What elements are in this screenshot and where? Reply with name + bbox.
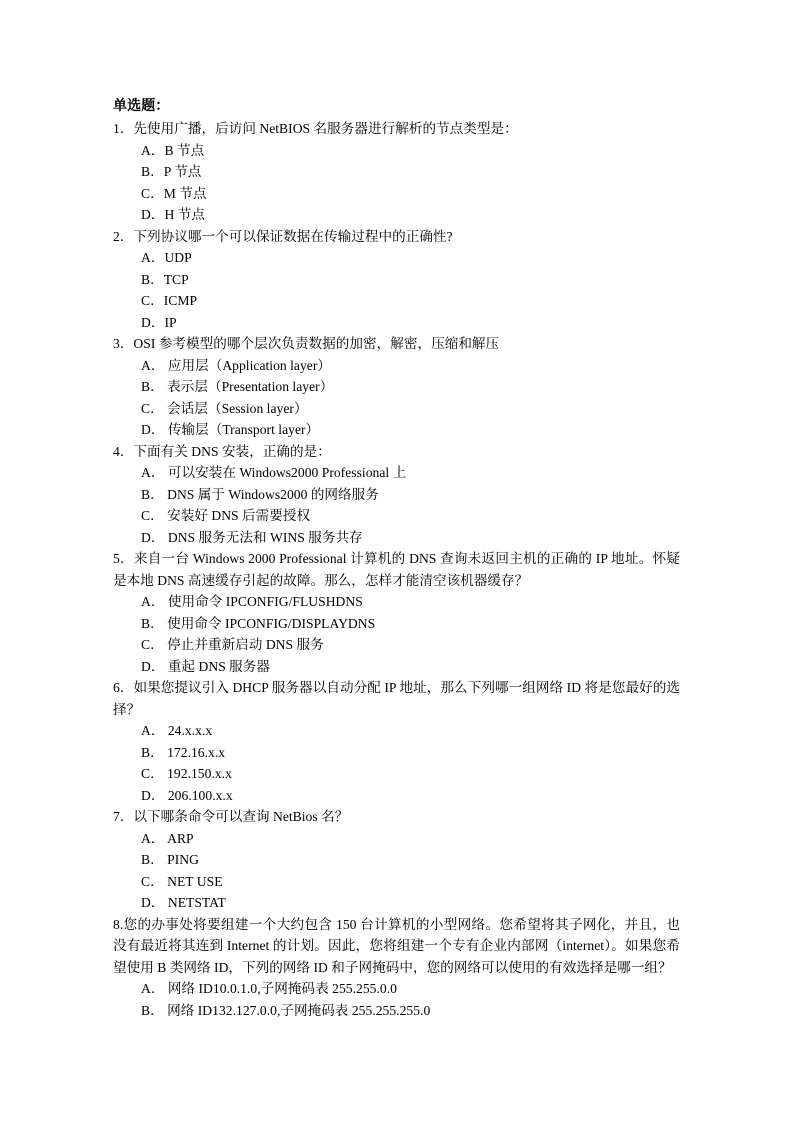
option-item[interactable]: C． 192.150.x.x [141,766,232,781]
question-stem: 1．先使用广播，后访问 NetBIOS 名服务器进行解析的节点类型是： [113,121,518,136]
option-item[interactable]: C． 安装好 DNS 后需要授权 [141,508,311,523]
option-list [113,140,680,226]
question-stem: 7．以下哪条命令可以查询 NetBios 名？ [113,809,349,824]
option-item[interactable]: A． 应用层（Application layer） [141,357,332,373]
option-item[interactable]: C．ICMP [141,293,198,308]
question-stem: 5．来自一台 Windows 2000 Professional 计算机的 DNS 查询未返回主机的正确的 IP 地址。怀疑是本地 DNS 高速缓存引起的故障。那么，怎样才能清空该机器缓存？ [113,551,680,588]
question-block [113,677,680,806]
option-item[interactable]: A．UDP [141,250,192,265]
option-item[interactable]: B． DNS 属于 Windows2000 的网络服务 [141,486,379,502]
question-block [113,914,680,1022]
option-item[interactable]: D．H 节点 [141,207,205,222]
question-block [113,118,680,226]
option-item[interactable]: A． 网络 ID10.0.1.0,子网掩码表 255.255.0.0 [141,981,397,996]
option-list [113,828,680,914]
option-item[interactable]: D． NETSTAT [141,895,226,910]
question-stem: 6．如果您提议引入 DHCP 服务器以自动分配 IP 地址，那么下列哪一组网络 ID 将是您最好的选择？ [113,680,680,717]
option-item[interactable]: D． 重起 DNS 服务器 [141,658,271,674]
option-item[interactable]: B． 网络 ID132.127.0.0,子网掩码表 255.255.255.0 [141,1002,431,1018]
question-stem: 2．下列协议哪一个可以保证数据在传输过程中的正确性? [113,228,453,244]
option-item[interactable]: B． 表示层（Presentation layer） [141,379,334,394]
option-item[interactable]: A． ARP [141,830,194,846]
option-item[interactable]: C．M 节点 [141,185,207,201]
question-block [113,806,680,914]
question-stem: 4．下面有关 DNS 安装，正确的是： [113,443,331,459]
option-item[interactable]: D．IP [141,314,177,330]
option-item[interactable]: C． 会话层（Session layer） [141,400,308,416]
option-list [113,720,680,806]
option-item[interactable]: B．TCP [141,271,189,287]
option-item[interactable]: C． NET USE [141,873,223,889]
question-block [113,333,680,441]
question-block [113,548,680,677]
option-item[interactable]: B． 使用命令 IPCONFIG/DISPLAYDNS [141,615,376,631]
option-item[interactable]: A． 使用命令 IPCONFIG/FLUSHDNS [141,594,363,609]
option-item[interactable]: B．P 节点 [141,164,202,179]
option-list [113,247,680,333]
option-item[interactable]: D． 传输层（Transport layer） [141,422,320,437]
option-item[interactable]: D． 206.100.x.x [141,787,233,803]
question-block [113,441,680,549]
question-stem: 3．OSI 参考模型的哪个层次负责数据的加密，解密，压缩和解压 [113,336,500,351]
option-list [113,462,680,548]
option-list [113,355,680,441]
document-body [113,96,680,1021]
question-block [113,226,680,334]
option-item[interactable]: A．B 节点 [141,142,205,158]
question-stem: 8.您的办事处将要组建一个大约包含 150 台计算机的小型网络。您希望将其子网化，并且，也没有最近将其连到 Internet 的计划。因此，您将组建一个专有企业内部网（internet）。如果您希望使用 B 类网络 ID，下列的网络 ID 和子网掩码中，您的网络可以使用的有效选择是哪一组？ [113,916,680,975]
option-item[interactable]: A． 24.x.x.x [141,723,213,738]
section-heading: 单选题： [113,99,170,114]
option-item[interactable]: B． PING [141,852,199,867]
option-list [113,591,680,677]
option-item[interactable]: D． DNS 服务无法和 WINS 服务共存 [141,529,363,545]
option-item[interactable]: A． 可以安装在 Windows2000 Professional 上 [141,465,407,480]
option-item[interactable]: B． 172.16.x.x [141,744,226,760]
option-item[interactable]: C． 停止并重新启动 DNS 服务 [141,637,324,652]
option-list [113,978,680,1021]
